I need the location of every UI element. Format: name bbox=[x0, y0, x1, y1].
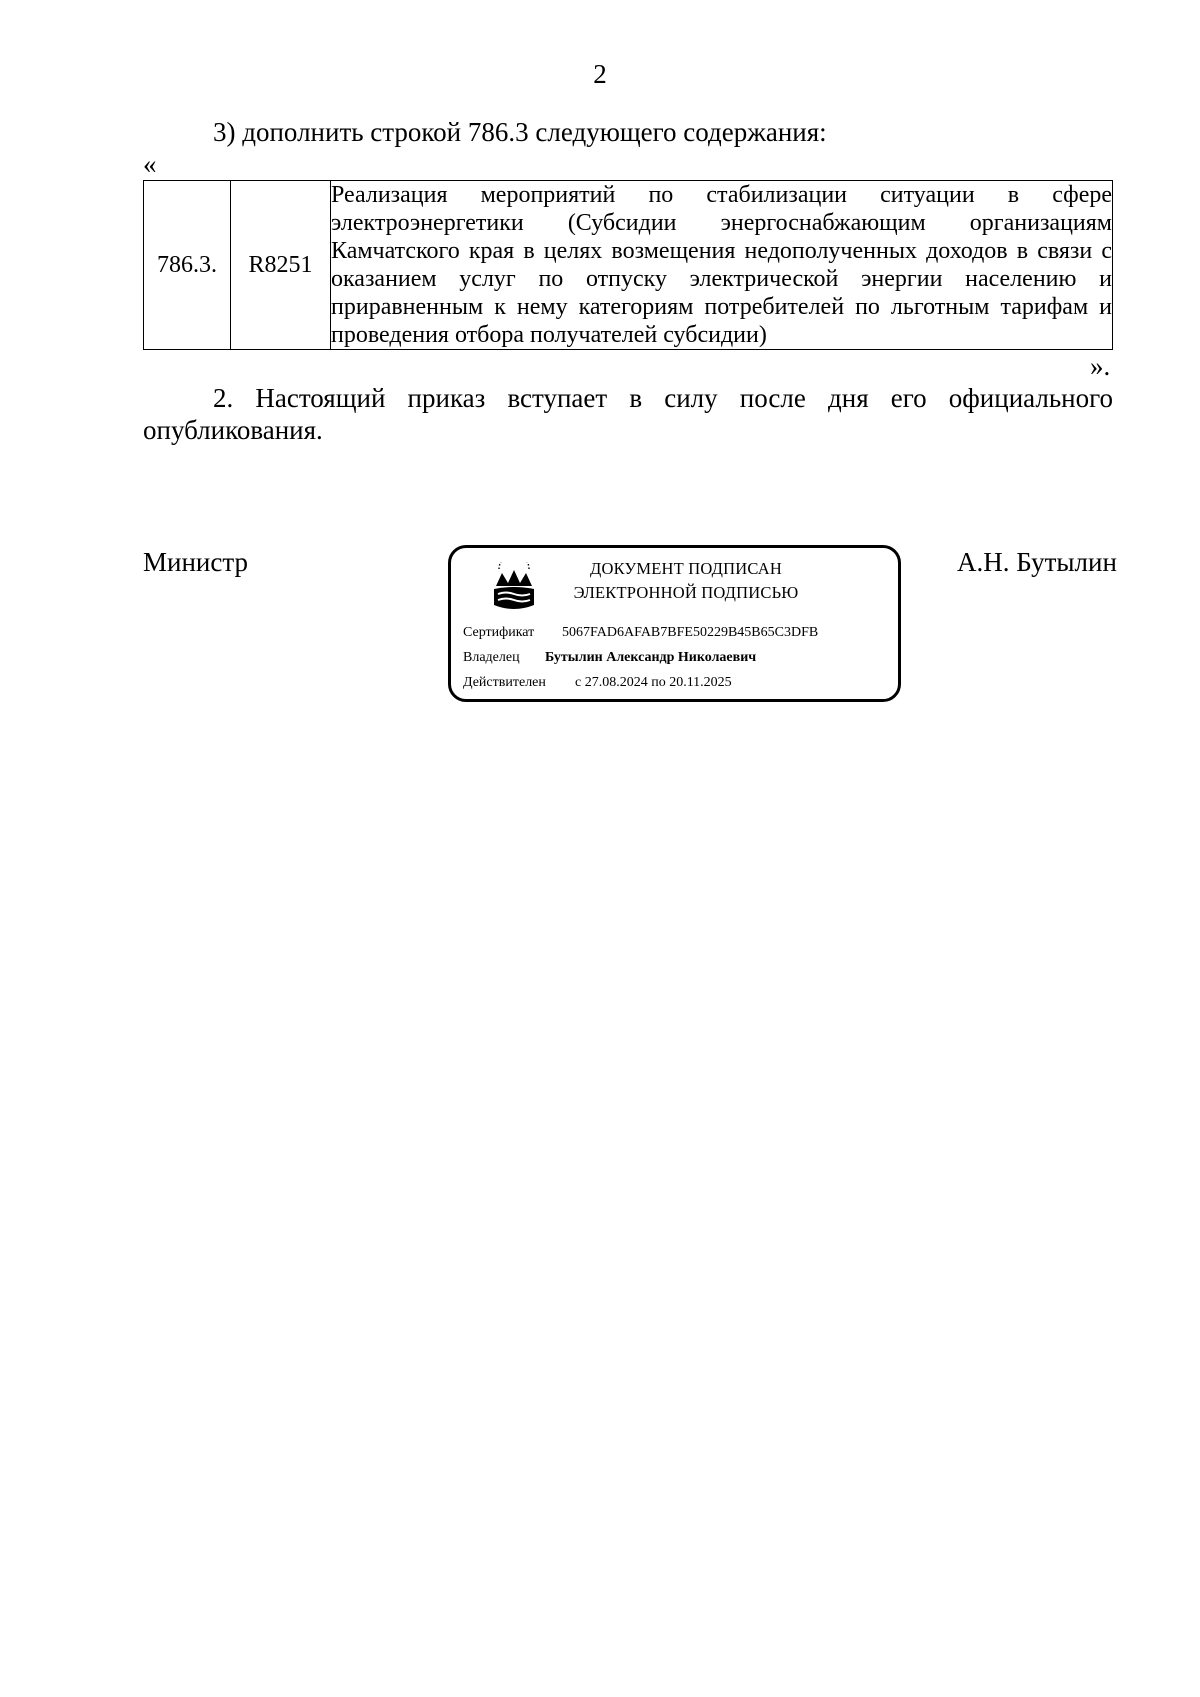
opening-quote: « bbox=[143, 149, 157, 179]
stamp-title-line1: ДОКУМЕНТ ПОДПИСАН bbox=[590, 559, 782, 578]
row-code-cell: 786.3. bbox=[144, 181, 231, 350]
validity-value: с 27.08.2024 по 20.11.2025 bbox=[575, 675, 732, 690]
row-description-cell: Реализация мероприятий по стабилизации ситуации в сфере электроэнергетики (Субсидии энергоснабжающим организациям Камчатского края в целях возмещения недополученных доходов в связи с оказанием услуг по отпуску электрической энергии населению и приравненным к нему категориям потребителей по льготным тарифам и проведения отбора получателей субсидии) bbox=[331, 182, 1112, 348]
signatory-name: А.Н. Бутылин bbox=[957, 547, 1117, 577]
owner-label: Владелец bbox=[463, 650, 520, 665]
kamchatka-emblem-icon bbox=[490, 562, 538, 614]
owner-value: Бутылин Александр Николаевич bbox=[545, 650, 757, 665]
validity-label: Действителен bbox=[463, 675, 546, 690]
certificate-value: 5067FAD6AFAB7BFE50229B45B65C3DFB bbox=[562, 625, 819, 640]
amendment-intro: 3) дополнить строкой 786.3 следующего содержания: bbox=[213, 117, 827, 147]
stamp-title-line2: ЭЛЕКТРОННОЙ ПОДПИСЬЮ bbox=[573, 583, 799, 602]
electronic-signature-stamp bbox=[448, 545, 901, 702]
closing-quote: ». bbox=[1090, 351, 1111, 381]
row-subcode-cell: R8251 bbox=[231, 181, 331, 350]
budget-row-table bbox=[143, 180, 1113, 350]
certificate-label: Сертификат bbox=[463, 625, 535, 640]
page-number: 2 bbox=[593, 59, 607, 89]
effective-date-paragraph: 2. Настоящий приказ вступает в силу после дня его официального опубликования. bbox=[143, 383, 1113, 445]
table-row bbox=[144, 181, 1113, 350]
signatory-position: Министр bbox=[143, 547, 248, 577]
